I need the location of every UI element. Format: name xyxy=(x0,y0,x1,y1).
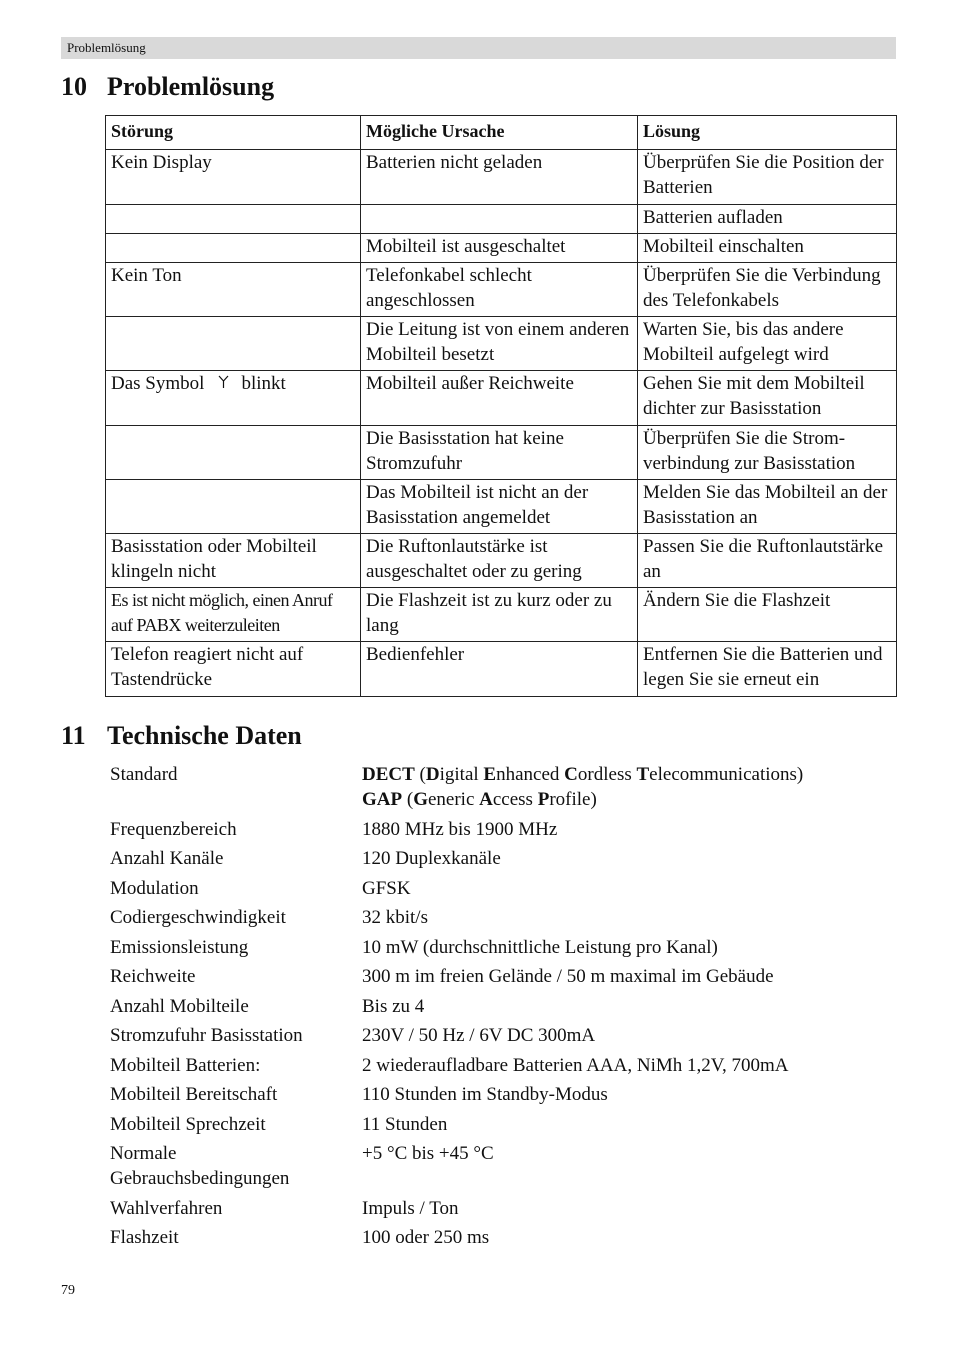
spec-label: Mobilteil Bereitschaft xyxy=(110,1084,278,1105)
table-row xyxy=(106,263,897,317)
spec-label: Reichweite xyxy=(110,966,196,987)
initial: D xyxy=(425,764,440,785)
table-cell: Telefonkabel schlecht angeschlossen xyxy=(361,263,638,317)
spec-label: Mobilteil Sprechzeit xyxy=(110,1113,266,1135)
table-cell: Kein Ton xyxy=(106,263,361,317)
standard-gap xyxy=(362,787,890,812)
spec-value: 10 mW (durchschnittliche Leistung pro Kanal) xyxy=(362,936,718,958)
spec-label: Normale Gebrauchsbedingungen xyxy=(110,1143,290,1189)
spec-label: Anzahl Kanäle xyxy=(110,848,224,869)
table-header-row xyxy=(106,116,897,150)
table-cell xyxy=(106,426,361,480)
table-cell xyxy=(106,234,361,263)
text: ) xyxy=(590,789,597,810)
initial: G xyxy=(413,789,428,810)
antenna-icon xyxy=(218,371,229,396)
spec-row xyxy=(110,1082,890,1107)
table-row xyxy=(106,317,897,371)
text: ) xyxy=(796,764,804,785)
spec-value: 300 m im freien Gelände / 50 m maximal im Gebäude xyxy=(362,966,774,987)
initial: P xyxy=(537,789,550,810)
initial: T xyxy=(636,764,650,785)
section-title: Problemlösung xyxy=(107,72,275,101)
page-number: 79 xyxy=(61,1283,75,1298)
table-cell: Bedienfehler xyxy=(361,642,638,697)
spec-row xyxy=(110,935,890,960)
table-cell: Kein Display xyxy=(106,150,361,205)
table-row xyxy=(106,480,897,534)
spec-label: Wahlverfahren xyxy=(110,1197,223,1219)
table-cell: Basisstation oder Mobilteil klingeln nicht xyxy=(106,534,361,588)
table-cell: Das Mobilteil ist nicht an der Basisstation angemeldet xyxy=(361,480,638,534)
standard-dect xyxy=(362,762,890,787)
table-cell: Die Ruftonlautstärke ist ausgeschaltet oder zu gering xyxy=(361,534,638,588)
technical-specs xyxy=(110,762,890,1255)
table-cell: Es ist nicht möglich, einen Anruf auf PABX weiterzuleiten xyxy=(106,588,361,642)
column-header: Lösung xyxy=(638,116,897,150)
spec-value xyxy=(362,762,890,812)
table-cell: Passen Sie die Ruftonlautstärke an xyxy=(638,534,897,588)
spec-row xyxy=(110,817,890,842)
spec-value: 1880 MHz bis 1900 MHz xyxy=(362,818,558,840)
spec-label: Mobilteil Batterien: xyxy=(110,1054,261,1076)
section-number: 10 xyxy=(61,72,87,101)
spec-label: Modulation xyxy=(110,877,199,899)
spec-row xyxy=(110,1053,890,1078)
text: igital xyxy=(439,764,484,785)
table-cell: Melden Sie das Mobilteil an der Basisstation an xyxy=(638,480,897,534)
spec-value: 100 oder 250 ms xyxy=(362,1227,490,1248)
spec-value: 230V / 50 Hz / 6V DC 300mA xyxy=(362,1025,596,1046)
spec-value: 120 Duplexkanäle xyxy=(362,848,501,869)
spec-value: 11 Stunden xyxy=(362,1113,448,1135)
spec-row xyxy=(110,1112,890,1137)
spec-label: Codiergeschwindigkeit xyxy=(110,907,286,928)
spec-value: 2 wiederaufladbare Batterien AAA, NiMh 1,2V, 700mA xyxy=(362,1054,789,1076)
text: ( xyxy=(414,764,426,785)
table-cell: Überprüfen Sie die Strom-verbindung zur Basisstation xyxy=(638,426,897,480)
table-cell: Batterien aufladen xyxy=(638,205,897,234)
table-cell: Mobilteil ist ausgeschaltet xyxy=(361,234,638,263)
spec-row xyxy=(110,994,890,1019)
spec-row xyxy=(110,1196,890,1221)
column-header: Störung xyxy=(106,116,361,150)
section-number: 11 xyxy=(61,721,86,750)
initial: E xyxy=(483,764,497,785)
acronym: DECT xyxy=(362,764,415,785)
spec-row xyxy=(110,964,890,989)
table-cell xyxy=(361,205,638,234)
spec-value: GFSK xyxy=(362,877,411,899)
spec-label: Frequenzbereich xyxy=(110,818,237,840)
text: ordless xyxy=(577,764,637,785)
table-cell: Telefon reagiert nicht auf Tastendrücke xyxy=(106,642,361,697)
section-title: Technische Daten xyxy=(107,721,302,750)
table-cell: Die Leitung ist von einem anderen Mobilteil besetzt xyxy=(361,317,638,371)
spec-label: Anzahl Mobilteile xyxy=(110,995,249,1017)
table-cell: Entfernen Sie die Batterien und legen Sie sie erneut ein xyxy=(638,642,897,697)
section-heading-11 xyxy=(61,721,302,751)
table-cell: Überprüfen Sie die Verbindung des Telefonkabels xyxy=(638,263,897,317)
initial: A xyxy=(479,789,493,810)
spec-row xyxy=(110,846,890,871)
table-row xyxy=(106,205,897,234)
spec-row xyxy=(110,1023,890,1048)
table-cell: Ändern Sie die Flashzeit xyxy=(638,588,897,642)
table-cell: Warten Sie, bis das andere Mobilteil aufgelegt wird xyxy=(638,317,897,371)
table-cell xyxy=(106,205,361,234)
table-cell: Die Flashzeit ist zu kurz oder zu lang xyxy=(361,588,638,642)
table-cell xyxy=(106,371,361,426)
text: ccess xyxy=(492,789,538,810)
spec-label: Standard xyxy=(110,764,178,785)
text: ( xyxy=(402,789,414,810)
table-row xyxy=(106,234,897,263)
initial: C xyxy=(564,764,578,785)
table-row xyxy=(106,371,897,426)
spec-value: +5 °C bis +45 °C xyxy=(362,1143,494,1164)
spec-row xyxy=(110,1225,890,1250)
text: nhanced xyxy=(496,764,565,785)
spec-label: Flashzeit xyxy=(110,1227,179,1248)
troubleshooting-table xyxy=(105,115,897,697)
text: eneric xyxy=(427,789,480,810)
table-cell: Gehen Sie mit dem Mobilteil dichter zur Basisstation xyxy=(638,371,897,426)
table-cell: Mobilteil einschalten xyxy=(638,234,897,263)
spec-value: Impuls / Ton xyxy=(362,1197,459,1219)
table-cell: Mobilteil außer Reichweite xyxy=(361,371,638,426)
acronym: GAP xyxy=(362,789,403,810)
section-heading-10 xyxy=(61,72,274,102)
text: rofile xyxy=(549,789,591,810)
table-cell xyxy=(106,317,361,371)
spec-row xyxy=(110,905,890,930)
spec-value: 110 Stunden im Standby-Modus xyxy=(362,1084,608,1105)
table-row xyxy=(106,426,897,480)
table-row xyxy=(106,588,897,642)
table-cell xyxy=(106,480,361,534)
table-row xyxy=(106,642,897,697)
table-cell: Die Basisstation hat keine Stromzufuhr xyxy=(361,426,638,480)
spec-row xyxy=(110,1141,890,1191)
spec-row-standard xyxy=(110,762,890,812)
table-cell: Batterien nicht geladen xyxy=(361,150,638,205)
running-header: Problemlösung xyxy=(61,37,896,59)
spec-label: Emissionsleistung xyxy=(110,936,249,958)
spec-value: Bis zu 4 xyxy=(362,995,425,1017)
text: elecommunications xyxy=(649,764,797,785)
column-header: Mögliche Ursache xyxy=(361,116,638,150)
symbol-label-after: blinkt xyxy=(241,373,286,394)
spec-row xyxy=(110,876,890,901)
table-cell: Überprüfen Sie die Position der Batterien xyxy=(638,150,897,205)
spec-label: Stromzufuhr Basisstation xyxy=(110,1025,303,1046)
table-row xyxy=(106,150,897,205)
table-row xyxy=(106,534,897,588)
spec-value: 32 kbit/s xyxy=(362,907,428,928)
symbol-label-before: Das Symbol xyxy=(111,373,205,394)
